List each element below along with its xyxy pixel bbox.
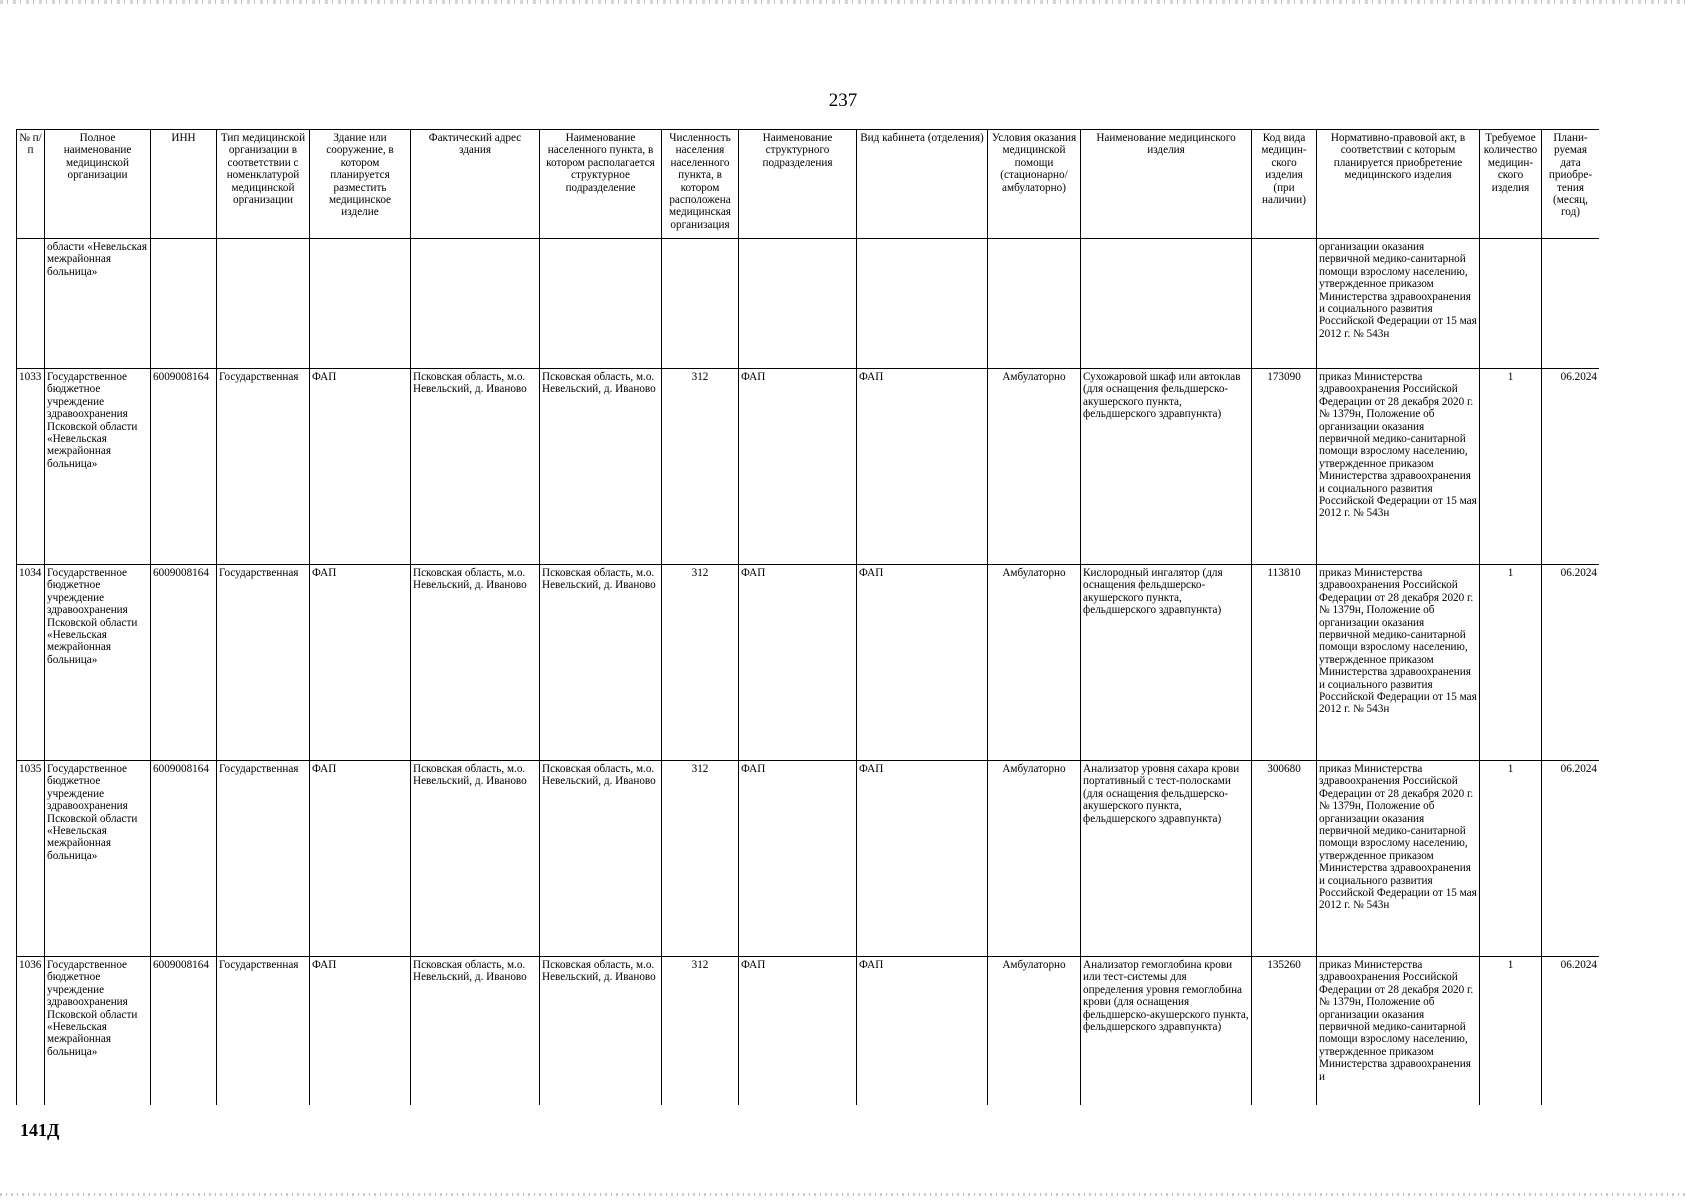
- cell-type: Государственная: [217, 957, 310, 1106]
- cell-num: 1036: [17, 957, 45, 1106]
- header-inn: ИНН: [151, 130, 217, 239]
- cell-conditions: Амбулаторно: [988, 369, 1081, 565]
- cell-type: [217, 239, 310, 369]
- cell-population: 312: [662, 761, 739, 957]
- cell-address: Псковская область, м.о. Невельский, д. Иваново: [411, 957, 540, 1106]
- cell-org: Государственное бюджетное учреждение здравоохранения Псковской области «Невельская межрайонная больница»: [45, 565, 151, 761]
- table-row: [17, 761, 1600, 957]
- document-code: 141Д: [20, 1120, 60, 1140]
- cell-unit: ФАП: [739, 369, 857, 565]
- cell-org: Государственное бюджетное учреждение здравоохранения Псковской области «Невельская межрайонная больница»: [45, 957, 151, 1106]
- cell-cabinet: ФАП: [857, 369, 988, 565]
- cell-qty: 1: [1480, 565, 1542, 761]
- cell-type: Государственная: [217, 565, 310, 761]
- cell-org: области «Невельская межрайонная больница»: [45, 239, 151, 369]
- header-device: Наименование медицинского изделия: [1081, 130, 1252, 239]
- cell-conditions: Амбулаторно: [988, 565, 1081, 761]
- cell-code: 113810: [1252, 565, 1317, 761]
- header-building: Здание или сооружение, в котором планируется разместить медицинское изделие: [310, 130, 411, 239]
- cell-building: ФАП: [310, 369, 411, 565]
- cell-act: приказ Министерства здравоохранения Российской Федерации от 28 декабря 2020 г. № 1379н, Положение об организации оказания первичной медико-санитарной помощи взрослому населению, утвержденное приказом Министерства здравоохранения и социального развития Российской Федерации от 15 мая 2012 г. № 543н: [1317, 565, 1480, 761]
- cell-org: Государственное бюджетное учреждение здравоохранения Псковской области «Невельская межрайонная больница»: [45, 761, 151, 957]
- cell-date: [1542, 239, 1600, 369]
- cell-org: Государственное бюджетное учреждение здравоохранения Псковской области «Невельская межрайонная больница»: [45, 369, 151, 565]
- cell-cabinet: ФАП: [857, 565, 988, 761]
- cell-device: [1081, 239, 1252, 369]
- cell-date: 06.2024: [1542, 761, 1600, 957]
- cell-code: 135260: [1252, 957, 1317, 1106]
- cell-building: ФАП: [310, 957, 411, 1106]
- header-type: Тип медицинской организации в соответствии с номенклатурой медицинской организации: [217, 130, 310, 239]
- cell-qty: 1: [1480, 369, 1542, 565]
- cell-building: ФАП: [310, 565, 411, 761]
- cell-num: [17, 239, 45, 369]
- cell-num: 1033: [17, 369, 45, 565]
- cell-building: ФАП: [310, 761, 411, 957]
- header-conditions: Условия оказания медицинской помощи (стационарно/ амбулаторно): [988, 130, 1081, 239]
- cell-device: Анализатор уровня сахара крови портативный с тест-полосками (для оснащения фельдшерско-акушерского пункта, фельдшерского здравпункта): [1081, 761, 1252, 957]
- cell-type: Государственная: [217, 761, 310, 957]
- cell-cabinet: ФАП: [857, 761, 988, 957]
- cell-address: Псковская область, м.о. Невельский, д. Иваново: [411, 369, 540, 565]
- page-number: 237: [828, 90, 858, 111]
- header-date: Плани-руемая дата приобре-тения (месяц, год): [1542, 130, 1600, 239]
- cell-unit: ФАП: [739, 957, 857, 1106]
- cell-qty: 1: [1480, 957, 1542, 1106]
- header-cabinet: Вид кабинета (отделения): [857, 130, 988, 239]
- cell-code: [1252, 239, 1317, 369]
- table-container: [16, 129, 1599, 1105]
- cell-locality: Псковская область, м.о. Невельский, д. Иваново: [540, 761, 662, 957]
- cell-population: 312: [662, 369, 739, 565]
- cell-inn: [151, 239, 217, 369]
- cell-num: 1035: [17, 761, 45, 957]
- header-unit: Наименование структурного подразделения: [739, 130, 857, 239]
- header-org: Полное наименование медицинской организации: [45, 130, 151, 239]
- cell-num: 1034: [17, 565, 45, 761]
- cell-inn: 6009008164: [151, 565, 217, 761]
- cell-unit: ФАП: [739, 761, 857, 957]
- header-row: [17, 130, 1600, 239]
- cell-device: Кислородный ингалятор (для оснащения фельдшерско-акушерского пункта, фельдшерского здравпункта): [1081, 565, 1252, 761]
- cell-cabinet: ФАП: [857, 957, 988, 1106]
- table-header: [17, 130, 1600, 239]
- cell-locality: Псковская область, м.о. Невельский, д. Иваново: [540, 565, 662, 761]
- cell-conditions: Амбулаторно: [988, 761, 1081, 957]
- cell-cabinet: [857, 239, 988, 369]
- header-qty: Требуемое количество медицин-ского изделия: [1480, 130, 1542, 239]
- cell-act: приказ Министерства здравоохранения Российской Федерации от 28 декабря 2020 г. № 1379н, Положение об организации оказания первичной медико-санитарной помощи взрослому населению, утвержденное приказом Министерства здравоохранения и: [1317, 957, 1480, 1106]
- header-address: Фактический адрес здания: [411, 130, 540, 239]
- cell-address: Псковская область, м.о. Невельский, д. Иваново: [411, 761, 540, 957]
- cell-inn: 6009008164: [151, 761, 217, 957]
- cell-device: Анализатор гемоглобина крови или тест-системы для определения уровня гемоглобина крови (для оснащения фельдшерско-акушерского пункта, фельдшерского здравпункта): [1081, 957, 1252, 1106]
- header-population: Численность населения населенного пункта, в котором расположена медицинская организация: [662, 130, 739, 239]
- table-row-continuation: [17, 239, 1600, 369]
- cell-device: Сухожаровой шкаф или автоклав (для оснащения фельдшерско-акушерского пункта, фельдшерского здравпункта): [1081, 369, 1252, 565]
- cell-inn: 6009008164: [151, 369, 217, 565]
- cell-locality: Псковская область, м.о. Невельский, д. Иваново: [540, 957, 662, 1106]
- cell-date: 06.2024: [1542, 565, 1600, 761]
- cell-population: [662, 239, 739, 369]
- cell-address: [411, 239, 540, 369]
- cell-date: 06.2024: [1542, 369, 1600, 565]
- cell-locality: [540, 239, 662, 369]
- table-row: [17, 957, 1600, 1106]
- cell-building: [310, 239, 411, 369]
- cell-qty: [1480, 239, 1542, 369]
- cell-inn: 6009008164: [151, 957, 217, 1106]
- cell-type: Государственная: [217, 369, 310, 565]
- cell-unit: [739, 239, 857, 369]
- cell-conditions: [988, 239, 1081, 369]
- header-act: Нормативно-правовой акт, в соответствии с которым планируется приобретение медицинского изделия: [1317, 130, 1480, 239]
- cell-address: Псковская область, м.о. Невельский, д. Иваново: [411, 565, 540, 761]
- table-body: [17, 239, 1600, 1106]
- header-code: Код вида медицин-ского изделия (при наличии): [1252, 130, 1317, 239]
- cell-population: 312: [662, 957, 739, 1106]
- table-row: [17, 369, 1600, 565]
- cell-act: приказ Министерства здравоохранения Российской Федерации от 28 декабря 2020 г. № 1379н, Положение об организации оказания первичной медико-санитарной помощи взрослому населению, утвержденное приказом Министерства здравоохранения и социального развития Российской Федерации от 15 мая 2012 г. № 543н: [1317, 761, 1480, 957]
- cell-unit: ФАП: [739, 565, 857, 761]
- cell-conditions: Амбулаторно: [988, 957, 1081, 1106]
- header-num: № п/п: [17, 130, 45, 239]
- cell-code: 173090: [1252, 369, 1317, 565]
- table-row: [17, 565, 1600, 761]
- equipment-table: [16, 129, 1599, 1105]
- scan-edge-top: [0, 0, 1686, 4]
- cell-population: 312: [662, 565, 739, 761]
- cell-code: 300680: [1252, 761, 1317, 957]
- scan-edge-bottom: [0, 1193, 1686, 1196]
- cell-act: организации оказания первичной медико-санитарной помощи взрослому населению, утвержденное приказом Министерства здравоохранения и социального развития Российской Федерации от 15 мая 2012 г. № 543н: [1317, 239, 1480, 369]
- cell-act: приказ Министерства здравоохранения Российской Федерации от 28 декабря 2020 г. № 1379н, Положение об организации оказания первичной медико-санитарной помощи взрослому населению, утвержденное приказом Министерства здравоохранения и социального развития Российской Федерации от 15 мая 2012 г. № 543н: [1317, 369, 1480, 565]
- cell-locality: Псковская область, м.о. Невельский, д. Иваново: [540, 369, 662, 565]
- cell-qty: 1: [1480, 761, 1542, 957]
- header-locality: Наименование населенного пункта, в котором располагается структурное подразделение: [540, 130, 662, 239]
- cell-date: 06.2024: [1542, 957, 1600, 1106]
